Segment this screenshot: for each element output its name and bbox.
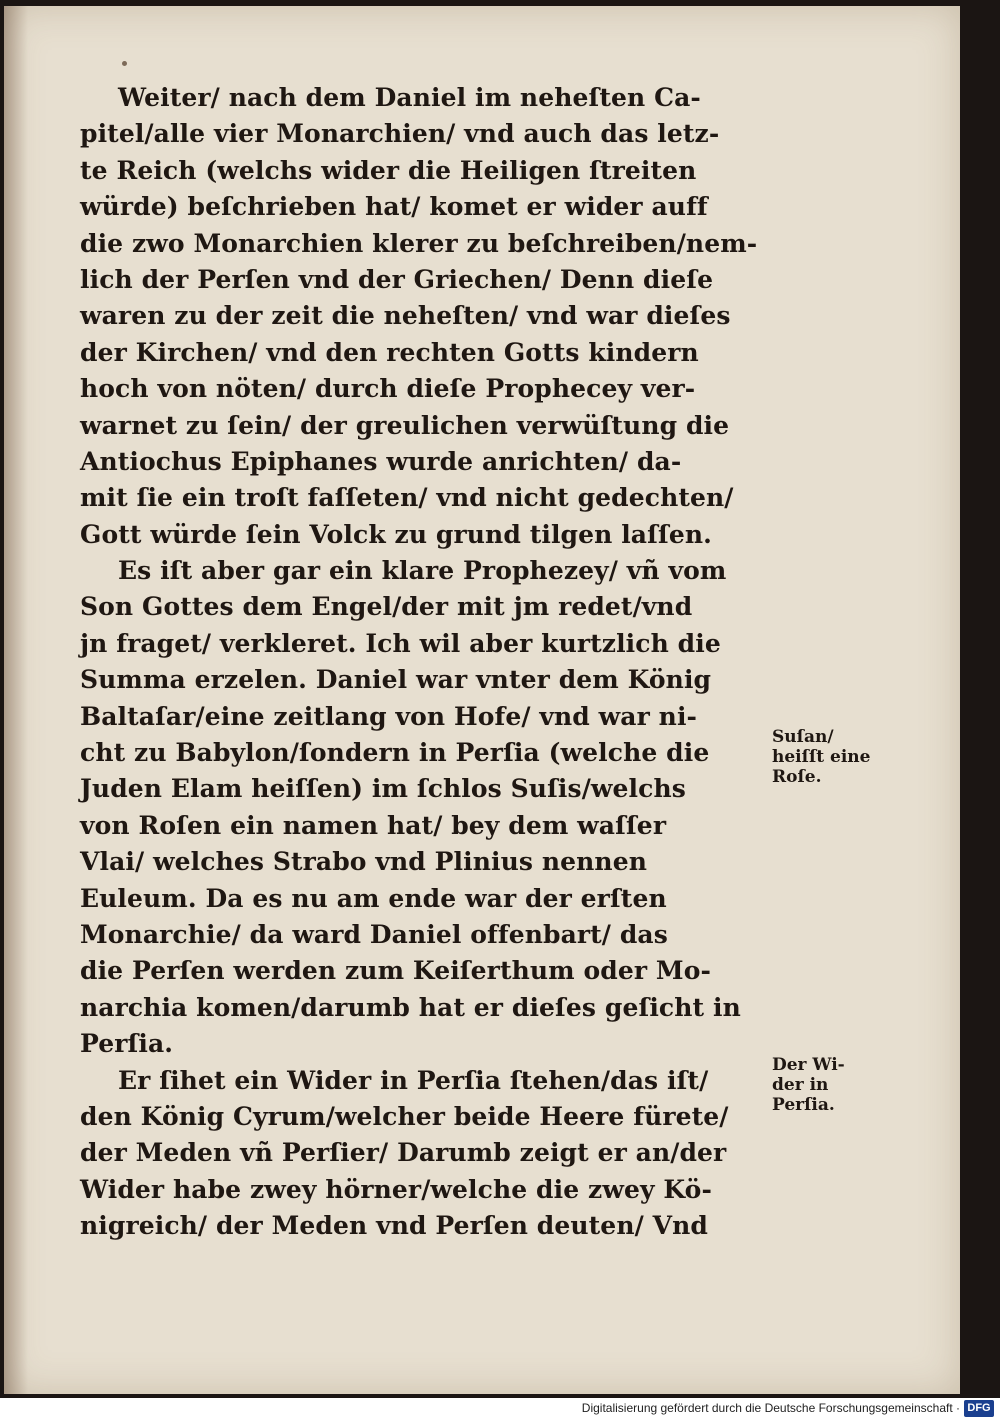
text-line: von Roſen ein namen hat/ bey dem waſſer <box>80 810 667 840</box>
margin-note-wider <box>772 1055 892 1115</box>
text-line: Euleum. Da es nu am ende war der erſten <box>80 883 667 913</box>
text-line: Monarchie/ da ward Daniel offenbart/ das <box>80 919 668 949</box>
text-line: nigreich/ der Meden vnd Perſen deuten/ Vnd <box>80 1211 708 1241</box>
text-line: würde) beſchrieben hat/ komet er wider auff <box>80 192 708 222</box>
footer-bar <box>0 1398 1000 1421</box>
text-line: hoch von nöten/ durch dieſe Prophecey ver- <box>80 374 696 404</box>
margin-note-line: heiſſt eine <box>772 747 871 767</box>
paper-speck <box>122 61 127 66</box>
text-line: narchia komen/darumb hat er dieſes geſicht in <box>80 992 741 1022</box>
text-line: waren zu der zeit die neheſten/ vnd war dieſes <box>80 301 731 331</box>
text-line: den König Cyrum/welcher beide Heere fürete/ <box>80 1101 729 1131</box>
text-line: Vlai/ welches Strabo vnd Plinius nennen <box>80 847 647 877</box>
text-line: Gott würde ſein Volck zu grund tilgen laſſen. <box>80 519 712 549</box>
text-line: der Kirchen/ vnd den rechten Gotts kindern <box>80 337 699 367</box>
text-line: Er ſihet ein Wider in Perſia ſtehen/das iſt/ <box>118 1065 709 1095</box>
text-line: die zwo Monarchien klerer zu beſchreiben/nem- <box>80 228 758 258</box>
text-line: lich der Perſen vnd der Griechen/ Denn dieſe <box>80 264 714 294</box>
dfg-logo: DFG <box>964 1400 994 1417</box>
text-line: der Meden vñ Perſier/ Darumb zeigt er an/der <box>80 1138 727 1168</box>
text-line: die Perſen werden zum Keiſerthum oder Mo- <box>80 956 711 986</box>
body-text <box>80 80 770 1245</box>
text-line: Es iſt aber gar ein klare Prophezey/ vñ vom <box>118 556 727 586</box>
margin-note-line: Der Wi- <box>772 1055 845 1075</box>
text-line: Baltaſar/eine zeitlang von Hofe/ vnd war ni- <box>80 701 698 731</box>
text-line: cht zu Babylon/ſondern in Perſia (welche die <box>80 738 710 768</box>
text-line: warnet zu ſein/ der greulichen verwüſtung die <box>80 410 730 440</box>
margin-note-susan <box>772 727 892 787</box>
margin-note-line: der in <box>772 1075 829 1095</box>
text-line: mit ſie ein troſt faſſeten/ vnd nicht gedechten/ <box>80 483 734 513</box>
text-line: pitel/alle vier Monarchien/ vnd auch das letz- <box>80 119 720 149</box>
text-line: jn fraget/ verkleret. Ich wil aber kurtzlich die <box>80 628 721 658</box>
text-line: Son Gottes dem Engel/der mit jm redet/vnd <box>80 592 693 622</box>
margin-note-line: Roſe. <box>772 767 822 787</box>
text-line: Antiochus Epiphanes wurde anrichten/ da- <box>80 446 682 476</box>
text-line: Summa erzelen. Daniel war vnter dem König <box>80 665 712 695</box>
page-gutter-shadow <box>4 6 28 1394</box>
text-line: Wider habe zwey hörner/welche die zwey Kö- <box>80 1174 712 1204</box>
margin-note-line: Perſia. <box>772 1095 835 1115</box>
text-line: Juden Elam heiſſen) im ſchlos Suſis/welchs <box>80 774 686 804</box>
funding-credit: Digitalisierung gefördert durch die Deutsche Forschungsgemeinschaft · <box>581 1401 960 1415</box>
text-line: te Reich (welchs wider die Heiligen ſtreiten <box>80 155 697 185</box>
margin-note-line: Suſan/ <box>772 727 834 747</box>
text-line: Perſia. <box>80 1029 174 1059</box>
text-line: Weiter/ nach dem Daniel im neheſten Ca- <box>118 83 701 112</box>
